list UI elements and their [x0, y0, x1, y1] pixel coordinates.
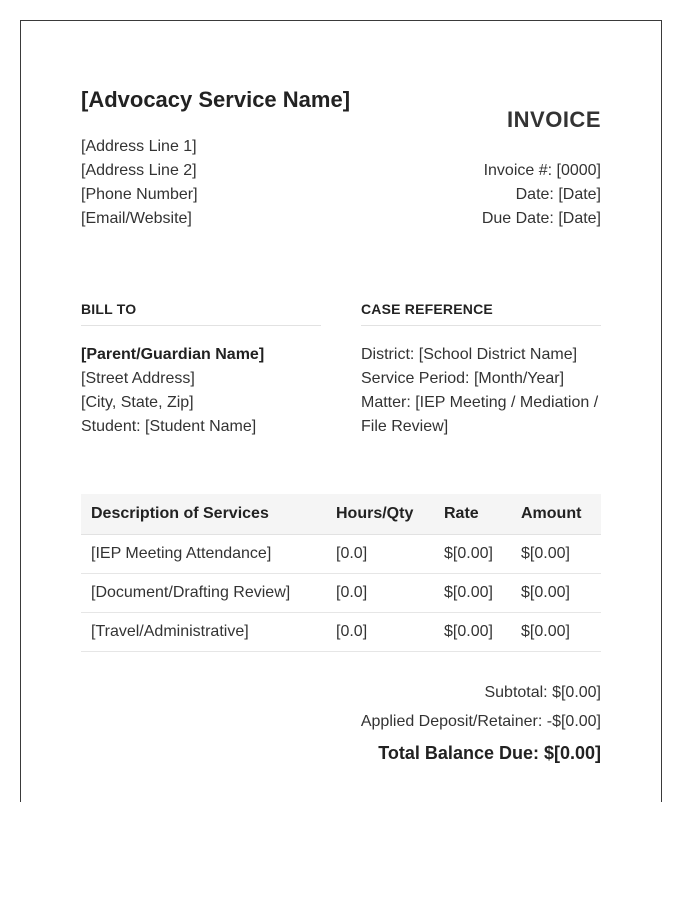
total-balance-due: Total Balance Due: $[0.00]	[378, 743, 601, 763]
sender-address	[81, 135, 198, 231]
row-amount: $[0.00]	[511, 534, 601, 573]
case-reference-heading: CASE REFERENCE	[361, 301, 601, 326]
col-description: Description of Services	[81, 494, 326, 534]
row-rate: $[0.00]	[434, 534, 511, 573]
address-line-1: [Address Line 1]	[81, 138, 197, 155]
subtotal: Subtotal: $[0.00]	[484, 684, 601, 701]
matter-line-1: Matter: [IEP Meeting / Mediation /	[361, 394, 599, 411]
col-hours-qty: Hours/Qty	[326, 494, 434, 534]
due-date: Due Date: [Date]	[481, 210, 601, 227]
city-state-zip: [City, State, Zip]	[81, 394, 194, 411]
row-rate: $[0.00]	[434, 612, 511, 651]
col-amount: Amount	[511, 494, 601, 534]
row-hours: [0.0]	[326, 573, 434, 612]
totals-block	[361, 681, 601, 764]
student-name: Student: [Student Name]	[81, 418, 257, 435]
table-row	[81, 612, 601, 651]
row-description: [Travel/Administrative]	[81, 612, 326, 651]
table-row	[81, 573, 601, 612]
case-reference-block	[361, 343, 611, 439]
row-description: [Document/Drafting Review]	[81, 573, 326, 612]
address-line-2: [Address Line 2]	[81, 162, 197, 179]
invoice-title: INVOICE	[507, 107, 601, 132]
invoice-date: Date: [Date]	[515, 186, 601, 203]
invoice-number: Invoice #: [0000]	[483, 162, 601, 179]
invoice-meta	[482, 159, 601, 231]
bill-to-heading: BILL TO	[81, 301, 321, 326]
matter-line-2: File Review]	[361, 418, 449, 435]
col-rate: Rate	[434, 494, 511, 534]
table-header-row	[81, 494, 601, 534]
row-amount: $[0.00]	[511, 612, 601, 651]
row-description: [IEP Meeting Attendance]	[81, 534, 326, 573]
invoice-sheet	[20, 20, 662, 802]
services-table	[81, 494, 601, 652]
email-website: [Email/Website]	[81, 210, 192, 227]
row-rate: $[0.00]	[434, 573, 511, 612]
row-amount: $[0.00]	[511, 573, 601, 612]
applied-deposit: Applied Deposit/Retainer: -$[0.00]	[360, 713, 601, 730]
row-hours: [0.0]	[326, 534, 434, 573]
street-address: [Street Address]	[81, 370, 195, 387]
row-hours: [0.0]	[326, 612, 434, 651]
bill-to-block	[81, 343, 331, 439]
phone-number: [Phone Number]	[81, 186, 198, 203]
service-period: Service Period: [Month/Year]	[361, 370, 565, 387]
table-row	[81, 534, 601, 573]
service-name: [Advocacy Service Name]	[81, 87, 351, 112]
guardian-name: [Parent/Guardian Name]	[81, 346, 265, 363]
district: District: [School District Name]	[361, 346, 578, 363]
